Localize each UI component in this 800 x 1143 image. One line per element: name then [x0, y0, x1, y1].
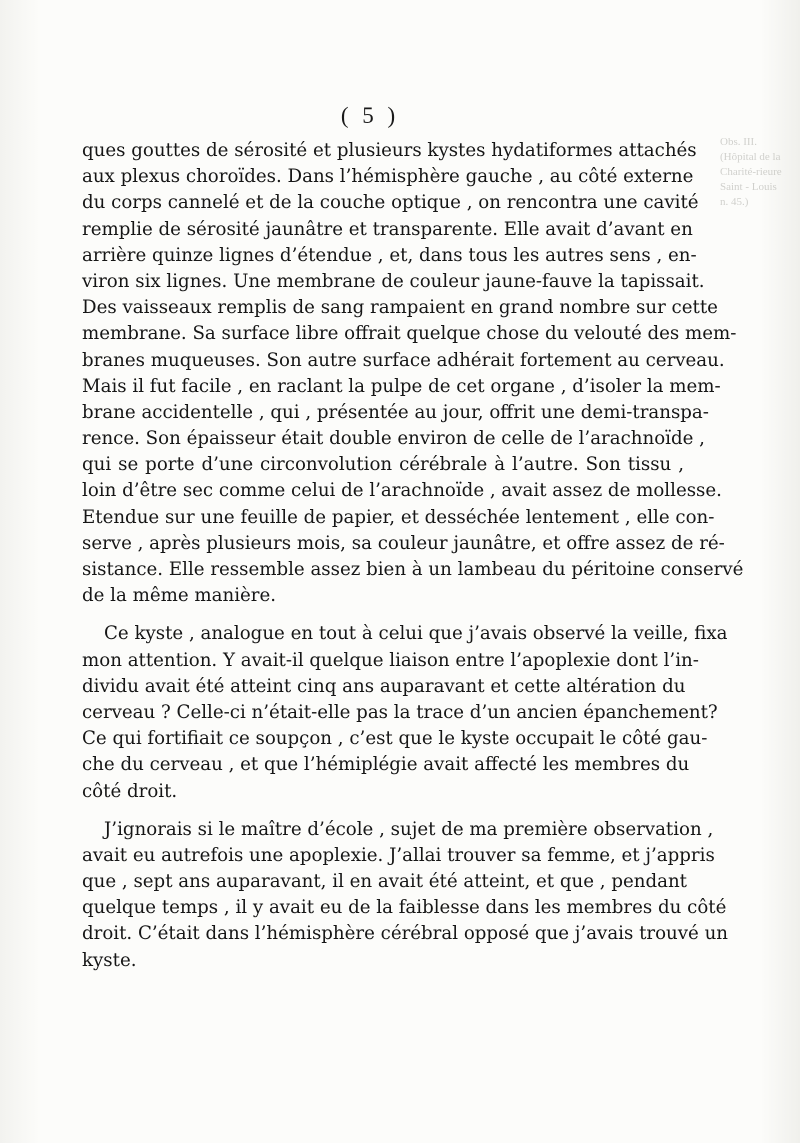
text-line: avait eu autrefois une apoplexie. J’allai trouver sa femme, et j’appris: [82, 844, 715, 866]
text-line: che du cerveau , et que l’hémiplégie avait affecté les membres du: [82, 754, 690, 776]
bleed-line: n. 45.): [720, 196, 749, 208]
text-line: ques gouttes de sérosité et plusieurs kystes hydatiformes attachés: [82, 140, 697, 161]
bleed-line: Obs. III.: [720, 136, 757, 148]
text-line: viron six lignes. Une membrane de couleur jaune-fauve la tapissait.: [82, 270, 705, 292]
text-line: quelque temps , il y avait eu de la faiblesse dans les membres du côté: [82, 897, 727, 919]
text-line: brane accidentelle , qui , présentée au jour, offrit une demi-transpa-: [82, 401, 709, 423]
text-line: serve , après plusieurs mois, sa couleur jaunâtre, et offre assez de ré-: [82, 532, 725, 554]
text-line: Ce qui fortifiait ce soupçon , c’est que le kyste occupait le côté gau-: [82, 728, 708, 750]
text-line: cerveau ? Celle-ci n’était-elle pas la trace d’un ancien épanchement?: [82, 701, 718, 723]
text-line: aux plexus choroïdes. Dans l’hémisphère gauche , au côté externe: [82, 166, 694, 188]
text-line: kyste.: [82, 949, 137, 971]
text-line: arrière quinze lignes d’étendue , et, dans tous les autres sens , en-: [82, 244, 697, 266]
page-number: ( 5 ): [340, 103, 400, 128]
bleed-line: Charité-rieure: [720, 166, 782, 178]
text-line: côté droit.: [82, 780, 178, 802]
bleed-line: (Hôpital de la: [720, 151, 781, 163]
text-line: rence. Son épaisseur était double environ de celle de l’arachnoïde ,: [82, 428, 705, 450]
text-line: dividu avait été atteint cinq ans auparavant et cette altération du: [82, 675, 686, 697]
text-line: du corps cannelé et de la couche optique , on rencontra une cavité: [82, 192, 699, 214]
bleed-line: Saint - Louis: [720, 181, 777, 193]
margin-bleed-through: [720, 135, 800, 255]
text-line: Etendue sur une feuille de papier, et desséchée lentement , elle con-: [82, 506, 715, 528]
text-line: mon attention. Y avait-il quelque liaison entre l’apoplexie dont l’in-: [82, 649, 699, 671]
text-line: de la même manière.: [82, 585, 277, 607]
text-line: branes muqueuses. Son autre surface adhérait fortement au cerveau.: [82, 349, 725, 371]
text-line: Des vaisseaux remplis de sang rampaient en grand nombre sur cette: [82, 297, 718, 319]
paragraph-3: [82, 817, 729, 974]
text-line: remplie de sérosité jaunâtre et transparente. Elle avait d’avant en: [82, 218, 693, 240]
text-line: Mais il fut facile , en raclant la pulpe de cet organe , d’isoler la mem-: [82, 375, 721, 397]
text-line: J’ignorais si le maître d’école , sujet de ma première observation ,: [104, 818, 714, 840]
text-line: qui se porte d’une circonvolution cérébrale à l’autre. Son tissu ,: [82, 454, 684, 476]
text-line: Ce kyste , analogue en tout à celui que j’avais observé la veille, fixa: [104, 623, 728, 645]
paragraph-2: [82, 621, 728, 804]
text-line: sistance. Elle ressemble assez bien à un lambeau du péritoine conservé: [82, 559, 744, 580]
text-line: droit. C’était dans l’hémisphère cérébral opposé que j’avais trouvé un: [82, 923, 729, 945]
text-line: membrane. Sa surface libre offrait quelque chose du velouté des mem-: [82, 323, 737, 345]
text-line: loin d’être sec comme celui de l’arachnoïde , avait assez de mollesse.: [82, 480, 722, 502]
text-line: que , sept ans auparavant, il en avait été atteint, et que , pendant: [82, 871, 687, 893]
